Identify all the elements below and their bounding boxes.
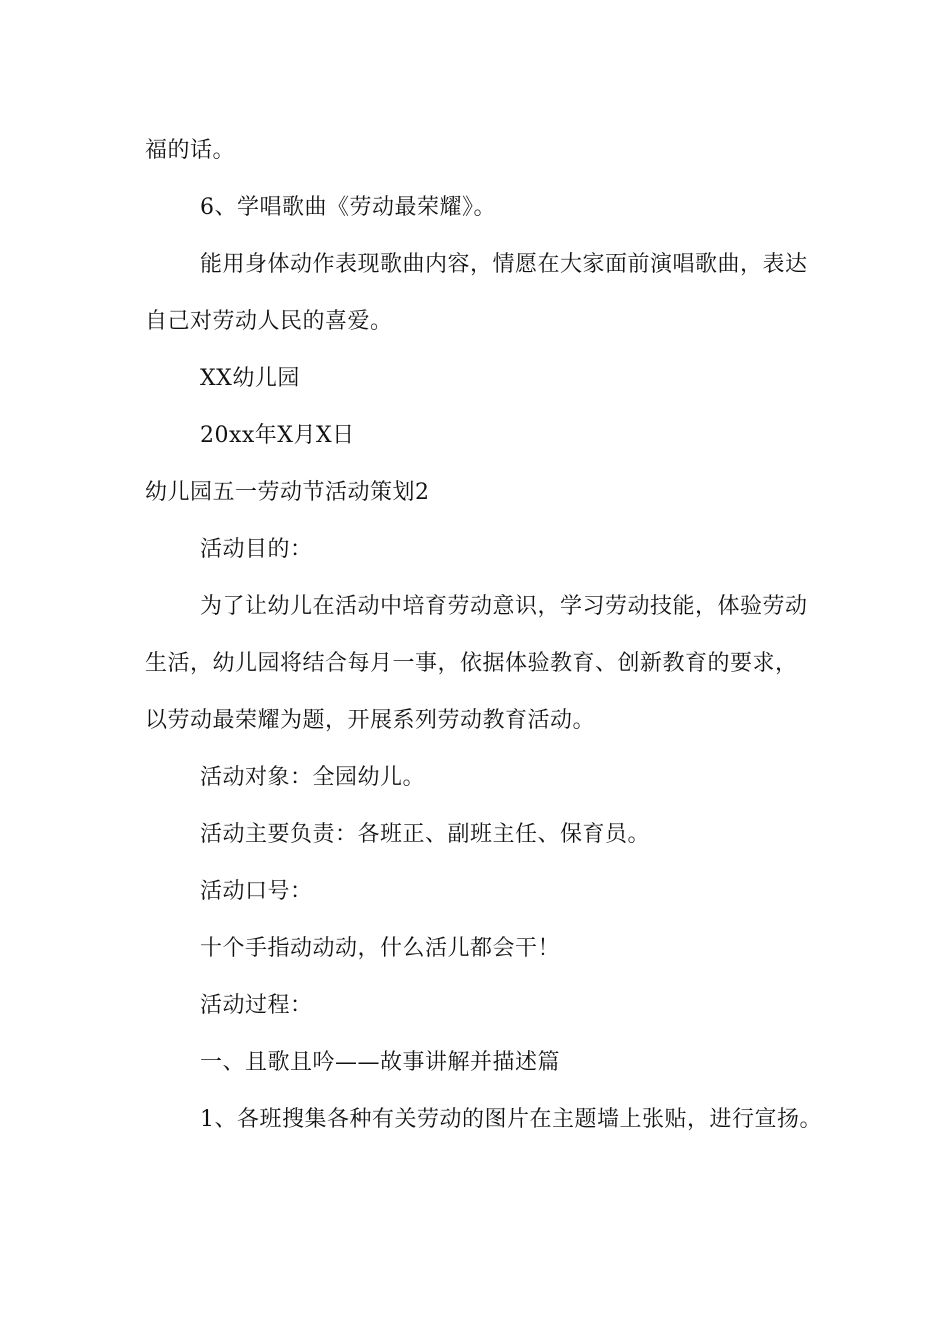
- paragraph-line: 为了让幼儿在活动中培育劳动意识，学习劳动技能，体验劳动: [200, 594, 808, 619]
- signature-organization: XX幼儿园: [200, 366, 300, 391]
- heading-slogan: 活动口号：: [200, 879, 313, 904]
- heading-process: 活动过程：: [200, 993, 313, 1018]
- text-line: 福的话。: [145, 138, 236, 163]
- slogan-text: 十个手指动动动，什么活儿都会干！: [200, 936, 561, 961]
- activity-responsible: 活动主要负责：各班正、副班主任、保育员。: [200, 822, 651, 847]
- paragraph-line: 以劳动最荣耀为题，开展系列劳动教育活动。: [145, 708, 596, 733]
- heading-purpose: 活动目的：: [200, 537, 313, 562]
- paragraph-line: 生活，幼儿园将结合每月一事，依据体验教育、创新教育的要求，: [145, 651, 798, 676]
- activity-target: 活动对象：全园幼儿。: [200, 765, 426, 790]
- list-item: 1、各班搜集各种有关劳动的图片在主题墙上张贴，进行宣扬。: [200, 1107, 822, 1132]
- paragraph-line: 自己对劳动人民的喜爱。: [145, 309, 393, 334]
- paragraph-line: 能用身体动作表现歌曲内容，情愿在大家面前演唱歌曲，表达: [200, 252, 808, 277]
- list-item: 6、学唱歌曲《劳动最荣耀》。: [200, 195, 496, 220]
- section-title: 幼儿园五一劳动节活动策划2: [145, 480, 430, 505]
- subsection-title: 一、且歌且吟——故事讲解并描述篇: [200, 1050, 561, 1075]
- signature-date: 20xx年X月X日: [200, 423, 355, 448]
